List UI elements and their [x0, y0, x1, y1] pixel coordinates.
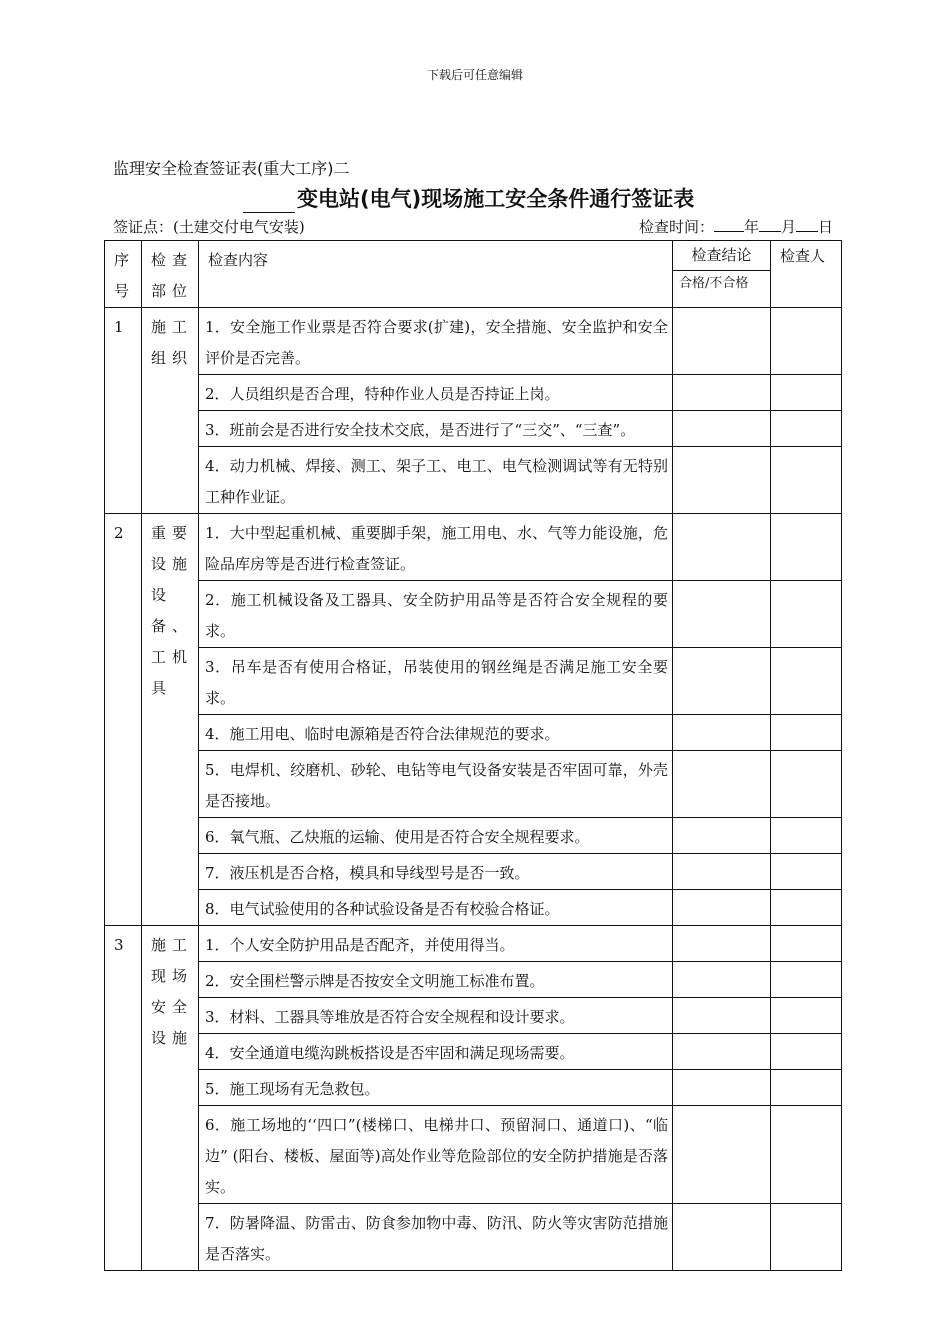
header-inspector: 检查人: [771, 241, 842, 308]
inspector-cell[interactable]: [771, 375, 842, 411]
result-cell[interactable]: [673, 962, 771, 998]
check-item: 8．电气试验使用的各种试验设备是否有校验合格证。: [199, 890, 673, 926]
day-label: 日: [817, 218, 833, 236]
inspector-cell[interactable]: [771, 411, 842, 447]
table-row: [105, 308, 842, 375]
inspector-cell[interactable]: [771, 854, 842, 890]
check-item: 5．施工现场有无急救包。: [199, 1070, 673, 1106]
download-note: 下载后可任意编辑: [426, 68, 523, 82]
table-row: [105, 514, 842, 581]
inspector-cell[interactable]: [771, 1070, 842, 1106]
result-cell[interactable]: [673, 1034, 771, 1070]
check-item: 7．防暑降温、防雷击、防食参加物中毒、防汛、防火等灾害防范措施是否落实。: [199, 1204, 673, 1271]
sign-point: 签证点：(土建交付电气安装): [113, 218, 305, 236]
result-cell[interactable]: [673, 818, 771, 854]
header-no: 序号: [105, 241, 142, 308]
section-part: 施工组织: [142, 308, 199, 514]
result-cell[interactable]: [673, 854, 771, 890]
check-time: [639, 216, 833, 237]
section-part: 施工现场安全设施: [142, 926, 199, 1271]
result-cell[interactable]: [673, 308, 771, 375]
check-item: 3．吊车是否有使用合格证，吊装使用的钢丝绳是否满足施工安全要求。: [199, 648, 673, 715]
result-cell[interactable]: [673, 751, 771, 818]
inspector-cell[interactable]: [771, 751, 842, 818]
header-result: 检查结论: [673, 241, 771, 271]
form-title: [243, 183, 694, 213]
check-item: 3．班前会是否进行安全技术交底，是否进行了“三交”、“三查”。: [199, 411, 673, 447]
check-item: 2．人员组织是否合理，特种作业人员是否持证上岗。: [199, 375, 673, 411]
table-row: [105, 1070, 842, 1106]
result-cell[interactable]: [673, 411, 771, 447]
section-part: 重要设施设备、工机具: [142, 514, 199, 926]
check-item: 6．氧气瓶、乙炔瓶的运输、使用是否符合安全规程要求。: [199, 818, 673, 854]
table-row: [105, 998, 842, 1034]
month-blank: [759, 216, 781, 232]
form-category-title: 监理安全检查签证表(重大工序)二: [113, 159, 350, 178]
result-cell[interactable]: [673, 375, 771, 411]
inspector-cell[interactable]: [771, 890, 842, 926]
inspector-cell[interactable]: [771, 962, 842, 998]
table-row: [105, 1034, 842, 1070]
result-cell[interactable]: [673, 1204, 771, 1271]
table-row: [105, 926, 842, 962]
header-part: 检查部位: [142, 241, 199, 308]
inspector-cell[interactable]: [771, 1106, 842, 1204]
table-row: [105, 715, 842, 751]
inspector-cell[interactable]: [771, 514, 842, 581]
inspector-cell[interactable]: [771, 648, 842, 715]
table-row: [105, 890, 842, 926]
result-cell[interactable]: [673, 514, 771, 581]
table-row: [105, 1204, 842, 1271]
inspector-cell[interactable]: [771, 818, 842, 854]
check-item: 1．大中型起重机械、重要脚手架，施工用电、水、气等力能设施，危险品库房等是否进行检查签证。: [199, 514, 673, 581]
result-cell[interactable]: [673, 890, 771, 926]
check-item: 3．材料、工器具等堆放是否符合安全规程和设计要求。: [199, 998, 673, 1034]
inspector-cell[interactable]: [771, 998, 842, 1034]
result-cell[interactable]: [673, 581, 771, 648]
check-item: 2．施工机械设备及工器具、安全防护用品等是否符合安全规程的要求。: [199, 581, 673, 648]
table-row: [105, 1106, 842, 1204]
header-content: 检查内容: [199, 241, 673, 308]
year-blank: [714, 216, 744, 232]
day-blank: [796, 216, 818, 232]
table-row: [105, 411, 842, 447]
result-cell[interactable]: [673, 648, 771, 715]
result-cell[interactable]: [673, 1106, 771, 1204]
inspector-cell[interactable]: [771, 715, 842, 751]
check-item: 4．安全通道电缆沟跳板搭设是否牢固和满足现场需要。: [199, 1034, 673, 1070]
table-row: [105, 375, 842, 411]
section-number: 3: [105, 926, 142, 1271]
check-item: 5．电焊机、绞磨机、砂轮、电钻等电气设备安装是否牢固可靠，外壳 是否接地。: [199, 751, 673, 818]
title-blank-underline: [243, 190, 295, 213]
inspector-cell[interactable]: [771, 447, 842, 514]
table-row: [105, 447, 842, 514]
inspector-cell[interactable]: [771, 581, 842, 648]
check-item: 6．施工场地的‘‘四口”(楼梯口、电梯井口、预留洞口、通道口)、“临边” (阳台、楼板、屋面等)高处作业等危险部位的安全防护措施是否落实。: [199, 1106, 673, 1204]
month-label: 月: [780, 218, 796, 236]
check-item: 4．施工用电、临时电源箱是否符合法律规范的要求。: [199, 715, 673, 751]
section-number: 1: [105, 308, 142, 514]
sign-row: [113, 216, 833, 237]
check-item: 7．液压机是否合格，模具和导线型号是否一致。: [199, 854, 673, 890]
table-row: [105, 854, 842, 890]
inspector-cell[interactable]: [771, 926, 842, 962]
year-label: 年: [743, 218, 759, 236]
result-cell[interactable]: [673, 998, 771, 1034]
table-row: [105, 581, 842, 648]
inspector-cell[interactable]: [771, 1034, 842, 1070]
table-row: [105, 648, 842, 715]
inspector-cell[interactable]: [771, 308, 842, 375]
check-item: 1．安全施工作业票是否符合要求(扩建)，安全措施、安全监护和安全评价是否完善。: [199, 308, 673, 375]
result-cell[interactable]: [673, 715, 771, 751]
inspection-table: [104, 240, 842, 1271]
header-row: [105, 241, 842, 271]
result-cell[interactable]: [673, 1070, 771, 1106]
table-row: [105, 962, 842, 998]
section-number: 2: [105, 514, 142, 926]
check-item: 2．安全围栏警示牌是否按安全文明施工标准布置。: [199, 962, 673, 998]
check-item: 1．个人安全防护用品是否配齐，并使用得当。: [199, 926, 673, 962]
table-row: [105, 751, 842, 818]
table-row: [105, 818, 842, 854]
check-item: 4．动力机械、焊接、测工、架子工、电工、电气检测调试等有无特别工种作业证。: [199, 447, 673, 514]
form-title-text: 变电站(电气)现场施工安全条件通行签证表: [297, 187, 695, 211]
inspector-cell[interactable]: [771, 1204, 842, 1271]
header-result-sub: 合格/不合格: [673, 270, 771, 307]
result-cell[interactable]: [673, 447, 771, 514]
result-cell[interactable]: [673, 926, 771, 962]
check-time-label: 检查时间：: [638, 218, 714, 236]
